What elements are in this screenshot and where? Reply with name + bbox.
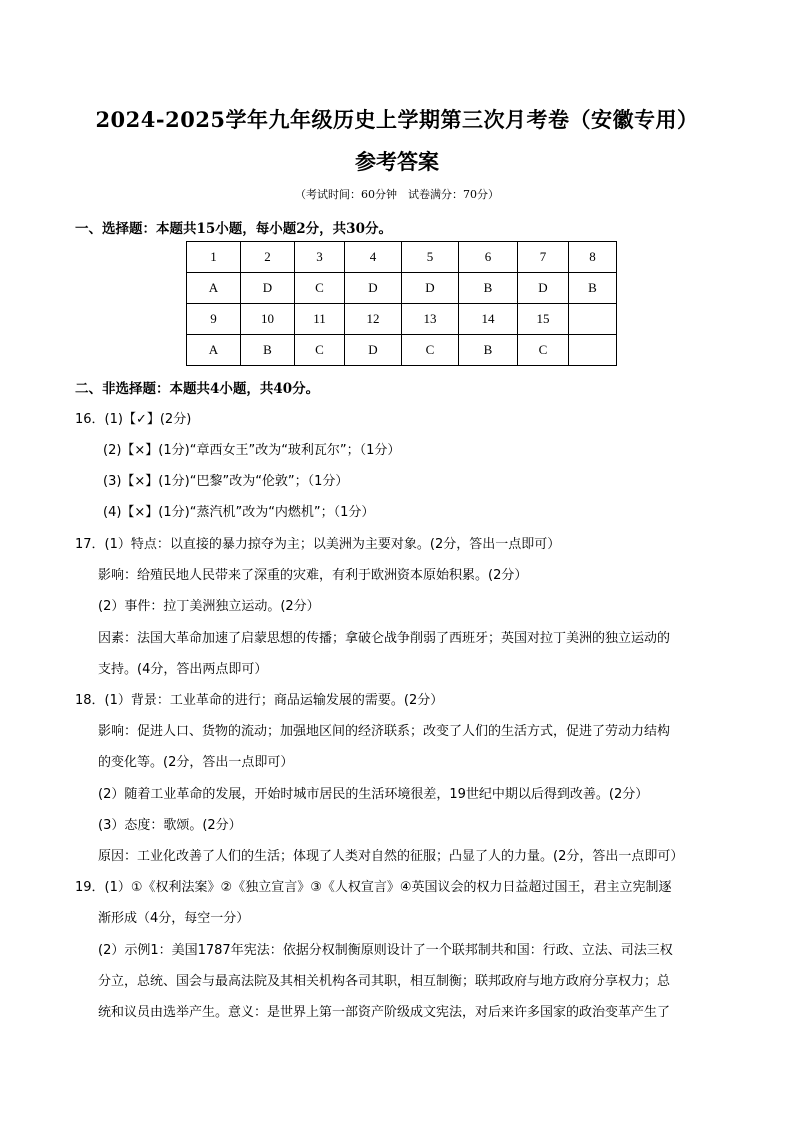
answer-table [186, 241, 617, 366]
section-heading-nonchoice: 二、非选择题：本题共4小题，共40分。 [75, 381, 320, 397]
table-cell: 2 [241, 242, 295, 273]
table-cell: C [402, 335, 459, 366]
table-cell [569, 304, 617, 335]
q16-line: (2)【×】(1分)“章西女王”改为“玻利瓦尔”；（1分） [103, 443, 401, 458]
table-cell: 11 [295, 304, 345, 335]
table-cell: 10 [241, 304, 295, 335]
q19-line: 渐形成（4分，每空一分） [98, 911, 250, 926]
table-cell: 9 [187, 304, 241, 335]
q18-line: 原因：工业化改善了人们的生活；体现了人类对自然的征服；凸显了人的力量。(2分，答出一点即可） [98, 849, 684, 864]
table-cell: 6 [459, 242, 518, 273]
table-cell: B [569, 273, 617, 304]
q16-line: 16．(1)【✓】(2分) [75, 412, 192, 427]
table-row [187, 242, 617, 273]
q17-line: 支持。(4分，答出两点即可） [98, 662, 268, 677]
table-cell: 13 [402, 304, 459, 335]
table-cell: C [295, 335, 345, 366]
table-cell: 1 [187, 242, 241, 273]
table-cell: 7 [518, 242, 569, 273]
q18-line: (3）态度：歌颂。(2分） [98, 818, 242, 833]
q17-line: 影响：给殖民地人民带来了深重的灾难，有利于欧洲资本原始积累。(2分） [98, 568, 528, 583]
q19-line: 分立，总统、国会与最高法院及其相关机构各司其职，相互制衡；联邦政府与地方政府分享权力；总 [98, 974, 671, 989]
q18-line: (2）随着工业革命的发展，开始时城市居民的生活环境很差，19世纪中期以后得到改善。(2分） [98, 787, 649, 802]
table-cell [569, 335, 617, 366]
page-title: 2024-2025学年九年级历史上学期第三次月考卷（安徽专用） [95, 107, 699, 132]
q18-line: 18．(1）背景：工业革命的进行；商品运输发展的需要。(2分） [75, 693, 444, 708]
table-cell: 5 [402, 242, 459, 273]
table-cell: 15 [518, 304, 569, 335]
q17-line: 因素：法国大革命加速了启蒙思想的传播；拿破仑战争削弱了西班牙；英国对拉丁美洲的独立运动的 [98, 631, 671, 646]
table-cell: B [459, 273, 518, 304]
table-cell: D [241, 273, 295, 304]
table-cell: A [187, 335, 241, 366]
q19-line: (2）示例1：美国1787年宪法：依据分权制衡原则设计了一个联邦制共和国：行政、立法、司法三权 [98, 943, 673, 958]
table-cell: B [459, 335, 518, 366]
q17-line: 17．(1）特点：以直接的暴力掠夺为主；以美洲为主要对象。(2分，答出一点即可） [75, 537, 561, 552]
table-cell: 3 [295, 242, 345, 273]
table-cell: C [518, 335, 569, 366]
q19-line: 统和议员由选举产生。意义：是世界上第一部资产阶级成文宪法，对后来许多国家的政治变革产生了 [98, 1005, 671, 1020]
table-cell: 14 [459, 304, 518, 335]
q19-line: 19．(1）①《权利法案》②《独立宣言》③《人权宣言》④英国议会的权力日益超过国王，君主立宪制逐 [75, 880, 672, 895]
q17-line: (2）事件：拉丁美洲独立运动。(2分） [98, 599, 320, 614]
q16-line: (3)【×】(1分)“巴黎”改为“伦敦”；（1分） [103, 474, 349, 489]
table-row [187, 335, 617, 366]
table-row [187, 273, 617, 304]
table-row [187, 304, 617, 335]
q18-line: 的变化等。(2分，答出一点即可） [98, 755, 294, 770]
table-cell: D [518, 273, 569, 304]
table-cell: D [345, 335, 402, 366]
table-cell: 8 [569, 242, 617, 273]
page-subtitle: 参考答案 [355, 149, 439, 174]
table-cell: D [345, 273, 402, 304]
table-cell: C [295, 273, 345, 304]
table-cell: 12 [345, 304, 402, 335]
table-cell: A [187, 273, 241, 304]
q16-line: (4)【×】(1分)“蒸汽机”改为“内燃机”；（1分） [103, 505, 375, 520]
exam-note: （考试时间：60分钟 试卷满分：70分） [295, 188, 499, 201]
table-cell: 4 [345, 242, 402, 273]
section-heading-choice: 一、选择题：本题共15小题，每小题2分，共30分。 [75, 221, 392, 237]
table-cell: B [241, 335, 295, 366]
q18-line: 影响：促进人口、货物的流动；加强地区间的经济联系；改变了人们的生活方式，促进了劳动力结构 [98, 724, 671, 739]
table-cell: D [402, 273, 459, 304]
